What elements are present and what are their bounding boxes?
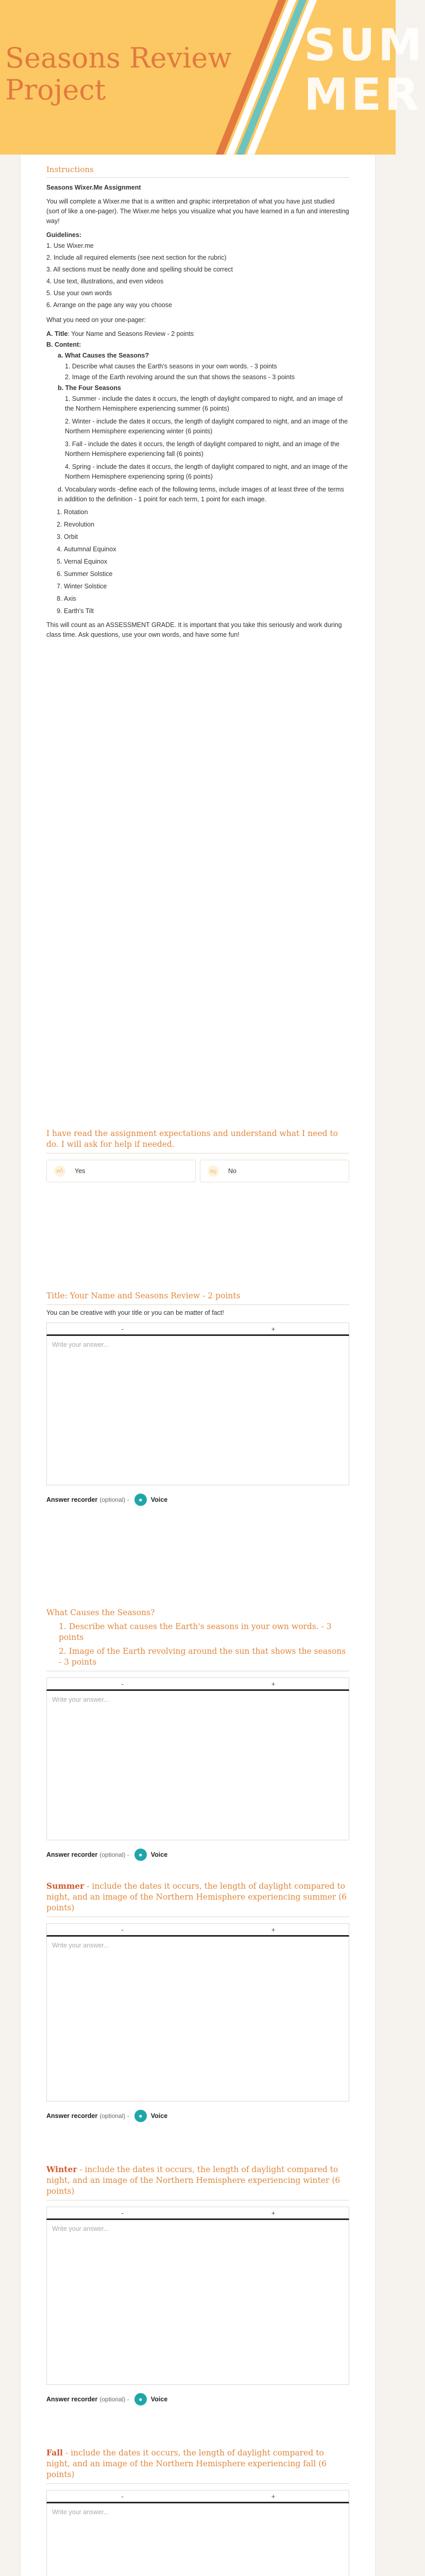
question-title [46, 2164, 349, 2200]
vocab-item: 6. Summer Solstice [64, 569, 349, 579]
guideline-item: 1. Use Wixer.me [46, 242, 94, 249]
causes-item: 2. Image of the Earth revolving around the sun that shows the seasons - 3 points [65, 374, 295, 381]
header-banner [0, 0, 425, 155]
content-label: B. Content: [46, 341, 81, 348]
editor-toolbar [46, 2490, 349, 2503]
title-requirement-label: A. Title [46, 330, 68, 337]
season-item: 3. Fall - include the dates it occurs, the length of daylight compared to night, and an image of the Northern Hemisphere experiencing fall (6 points) [65, 440, 339, 457]
answer-textarea[interactable]: Write your answer... [46, 1937, 349, 2102]
guideline-item: 5. Use your own words [46, 290, 112, 297]
choice-yes[interactable] [46, 1160, 196, 1182]
instructions-body [46, 178, 349, 640]
decrease-button[interactable]: - [121, 1325, 124, 1333]
question-text: - include the dates it occurs, the length of daylight compared to night, and an image of the Northern Hemisphere experiencing winter (6 points) [46, 2165, 341, 2196]
question-subtitle: You can be creative with your title or you can be matter of fact! [46, 1309, 224, 1316]
recorder-optional: (optional) - [99, 2112, 129, 2120]
vocab-item: 7. Winter Solstice [64, 582, 349, 591]
season-item: 1. Summer - include the dates it occurs, the length of daylight compared to night, and an image of the Northern Hemisphere experiencing summer (6 points) [65, 395, 343, 412]
increase-button[interactable]: + [271, 1325, 276, 1333]
question-fall [46, 2447, 349, 2576]
recorder-label: Answer recorder [46, 1851, 98, 1858]
season-name: Summer [46, 1881, 84, 1891]
guideline-item: 4. Use text, illustrations, and even videos [46, 278, 164, 285]
decrease-button[interactable]: - [121, 1680, 124, 1688]
guideline-item: 2. Include all required elements (see next section for the rubric) [46, 254, 227, 261]
season-name: Winter [46, 2164, 77, 2174]
guidelines-label: Guidelines: [46, 231, 82, 239]
voice-label[interactable]: Voice [150, 1496, 168, 1503]
question-line: 1. Describe what causes the Earth's seasons in your own words. - 3 points [59, 1622, 332, 1642]
recorder-label: Answer recorder [46, 2112, 98, 2120]
editor-toolbar [46, 2207, 349, 2220]
choice-no[interactable] [200, 1160, 349, 1182]
title-requirement-text: : Your Name and Seasons Review - 2 points [67, 330, 194, 337]
decrease-button[interactable]: - [121, 2209, 124, 2217]
guideline-item: 6. Arrange on the page any way you choose [46, 301, 172, 309]
vocab-intro: d. Vocabulary words -define each of the following terms, include images of at least three of the terms in addition to the definition - 1 point for each term, 1 point for each image. [58, 486, 344, 503]
question-title: I have read the assignment expectations and understand what I need to do. I will ask for help if needed. [46, 1128, 349, 1154]
increase-button[interactable]: + [271, 1925, 276, 1934]
title-requirement [46, 329, 349, 339]
guidelines-list [46, 241, 349, 310]
question-causes [46, 1607, 349, 1861]
worksheet-card [21, 155, 375, 2576]
question-title-section [46, 1291, 349, 1506]
voice-label[interactable]: Voice [150, 2396, 168, 2403]
recorder-optional: (optional) - [99, 1496, 129, 1503]
needs-label: What you need on your one-pager: [46, 316, 146, 324]
closing-note: This will count as an ASSESSMENT GRADE. It is important that you take this seriously and work during class time. Ask questions, use your own words, and have some fun! [46, 621, 342, 638]
question-title: Title: Your Name and Seasons Review - 2 points [46, 1291, 349, 1305]
question-line: 2. Image of the Earth revolving around the sun that shows the seasons - 3 points [46, 1646, 349, 1671]
vocab-item: 9. Earth's Tilt [64, 606, 349, 616]
increase-button[interactable]: + [271, 2209, 276, 2217]
thumbs-up-icon: 👍︎ [54, 1165, 65, 1177]
increase-button[interactable]: + [271, 1680, 276, 1688]
recorder-label: Answer recorder [46, 1496, 98, 1503]
vocab-item: 4. Autumnal Equinox [64, 545, 349, 554]
question-text: - include the dates it occurs, the length of daylight compared to night, and an image of the Northern Hemisphere experiencing fall (6 points) [46, 2448, 327, 2479]
question-title [46, 1880, 349, 1917]
banner-illustration [242, 0, 425, 155]
causes-item: 1. Describe what causes the Earth's seasons in your own words. - 3 points [65, 363, 277, 370]
answer-textarea[interactable]: Write your answer... [46, 1691, 349, 1840]
voice-label[interactable]: Voice [150, 2112, 168, 2120]
instructions-heading: Seasons Wixer.Me Assignment [46, 184, 141, 191]
recorder-optional: (optional) - [99, 2396, 129, 2403]
question-title: What Causes the Seasons? [46, 1608, 155, 1617]
question-understand [46, 1128, 349, 1182]
decrease-button[interactable]: - [121, 2492, 124, 2500]
question-summer [46, 1880, 349, 2122]
vocab-item: 3. Orbit [64, 532, 349, 542]
answer-recorder [46, 2110, 349, 2122]
microphone-icon[interactable]: ● [134, 1849, 147, 1861]
choice-group [46, 1160, 349, 1182]
decrease-button[interactable]: - [121, 1925, 124, 1934]
four-seasons-label: b. The Four Seasons [58, 384, 121, 392]
recorder-optional: (optional) - [99, 1851, 129, 1858]
choice-label: Yes [75, 1167, 86, 1175]
answer-textarea[interactable]: Write your answer... [46, 1336, 349, 1485]
season-name: Fall [46, 2448, 63, 2458]
guideline-item: 3. All sections must be neatly done and spelling should be correct [46, 266, 233, 273]
editor-toolbar [46, 1677, 349, 1691]
vocab-list [64, 507, 349, 616]
microphone-icon[interactable]: ● [134, 1494, 147, 1506]
question-winter [46, 2164, 349, 2405]
season-item: 4. Spring - include the dates it occurs, the length of daylight compared to night, and an image of the Northern Hemisphere experiencing spring (6 points) [65, 463, 348, 480]
recorder-label: Answer recorder [46, 2396, 98, 2403]
increase-button[interactable]: + [271, 2492, 276, 2500]
vocab-item: 5. Vernal Equinox [64, 557, 349, 567]
answer-recorder [46, 2393, 349, 2405]
vocab-item: 1. Rotation [64, 507, 349, 517]
thumbs-down-icon: 👎︎ [208, 1165, 219, 1177]
banner-art-word: SUM MER [304, 20, 425, 121]
editor-toolbar [46, 1323, 349, 1336]
page-title: Seasons Review Project [5, 42, 232, 106]
question-text: - include the dates it occurs, the length of daylight compared to night, and an image of the Northern Hemisphere experiencing summer (6 points) [46, 1882, 347, 1912]
microphone-icon[interactable]: ● [134, 2110, 147, 2122]
voice-label[interactable]: Voice [150, 1851, 168, 1858]
answer-textarea[interactable]: Write your answer... [46, 2220, 349, 2385]
instructions-label: Instructions [46, 165, 349, 178]
question-title [46, 2447, 349, 2484]
season-item: 2. Winter - include the dates it occurs, the length of daylight compared to night, and an image of the Northern Hemisphere experiencing winter (6 points) [65, 418, 348, 435]
microphone-icon[interactable]: ● [134, 2393, 147, 2405]
causes-label: a. What Causes the Seasons? [58, 352, 149, 359]
instructions-intro: You will complete a Wixer.me that is a written and graphic interpretation of what you have just studied (sort of like a one-pager). The Wixer.me helps you visualize what you have learned in a fun and interesting way! [46, 198, 349, 225]
choice-label: No [228, 1167, 236, 1175]
instructions-section [46, 165, 349, 644]
vocab-item: 8. Axis [64, 594, 349, 604]
editor-toolbar [46, 1923, 349, 1937]
answer-recorder [46, 1849, 349, 1861]
answer-recorder [46, 1494, 349, 1506]
vocab-item: 2. Revolution [64, 520, 349, 530]
answer-textarea[interactable]: Write your answer... [46, 2503, 349, 2576]
